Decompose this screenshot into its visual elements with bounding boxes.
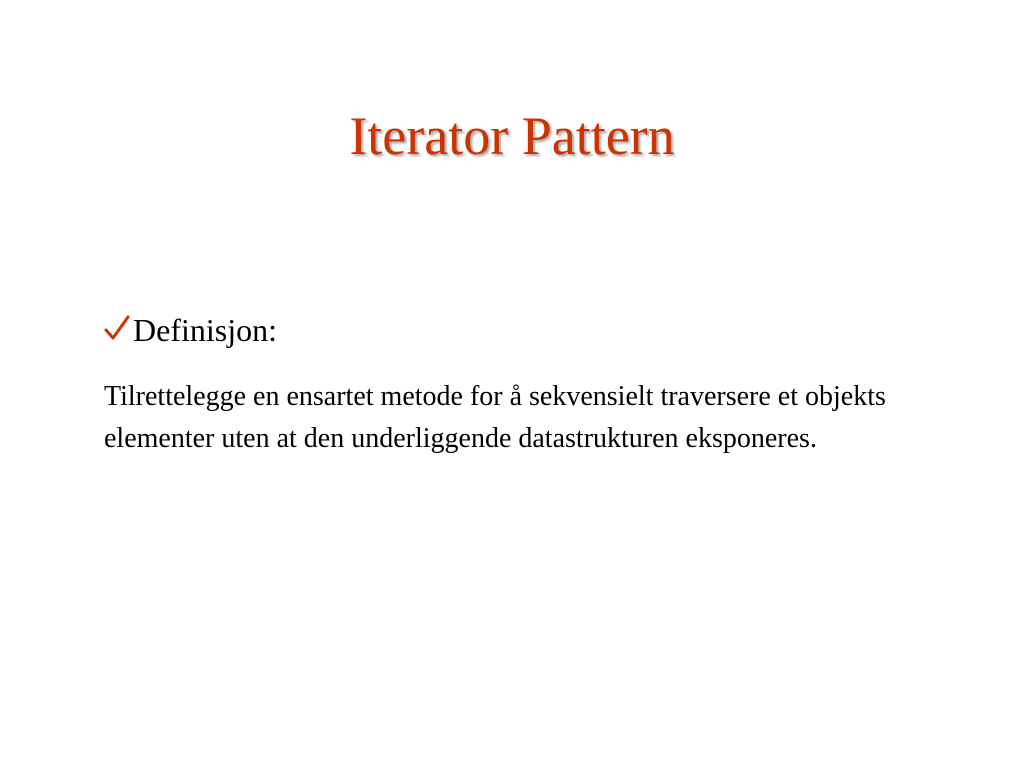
- bullet-label: Definisjon:: [133, 312, 277, 348]
- checkmark-icon: [104, 313, 130, 343]
- definition-text: Tilrettelegge en ensartet metode for å sekvensielt traversere et objekts elementer uten at den underliggende datastrukturen eksponeres.: [104, 381, 886, 454]
- bullet-definition: [104, 310, 277, 350]
- slide-title: Iterator Pattern: [349, 106, 675, 166]
